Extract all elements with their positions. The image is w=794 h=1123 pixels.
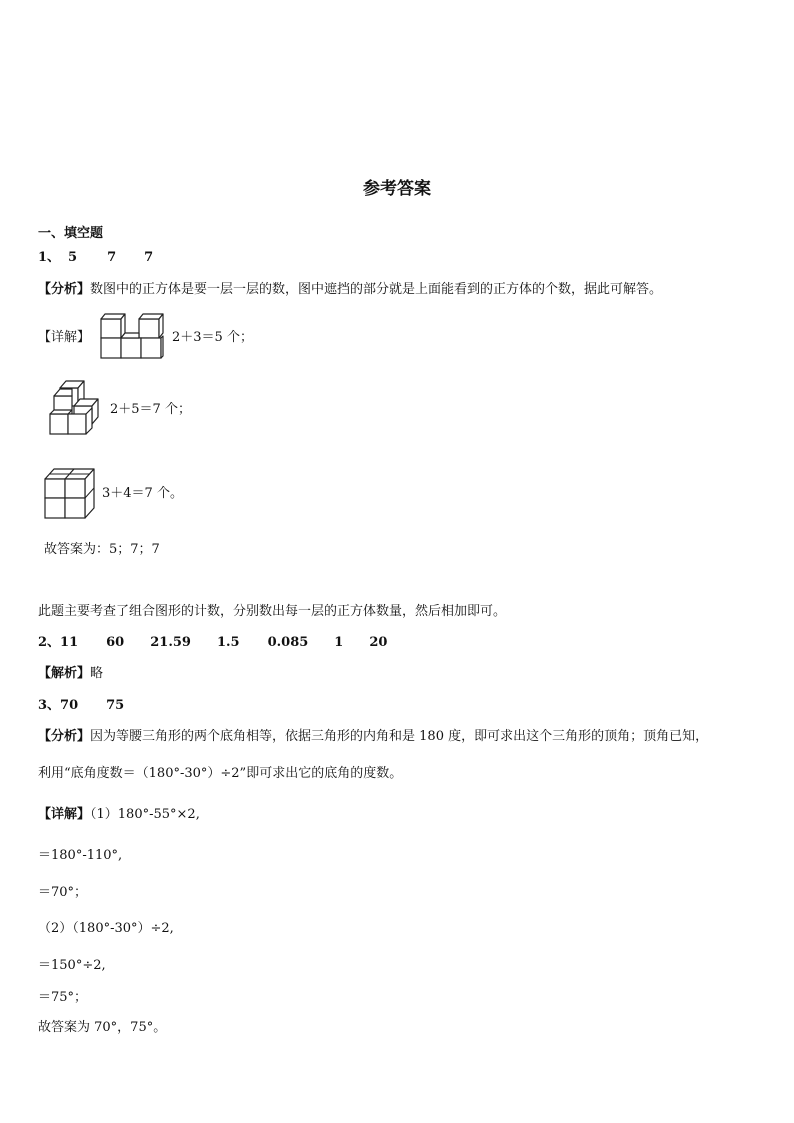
q3-answer-line xyxy=(38,698,124,714)
q1-equation-2: 2＋5＝7 个； xyxy=(110,402,191,417)
q2-answer-4: 1.5 xyxy=(216,635,240,650)
q3-answer-1: 70 xyxy=(60,698,79,713)
q3-analysis-text-1: 因为等腰三角形的两个底角相等，依据三角形的内角和是 180 度，即可求出这个三角形的顶角；顶角已知， xyxy=(90,729,709,744)
q2-answer-6: 1 xyxy=(334,635,344,650)
q1-summary: 此题主要考查了组合图形的计数，分别数出每一层的正方体数量，然后相加即可。 xyxy=(38,604,507,619)
q1-equation-1: 2＋3＝5 个； xyxy=(172,330,253,345)
q3-step-6: ＝75°； xyxy=(38,990,88,1005)
page-title: 参考答案 xyxy=(363,179,431,199)
q3-analysis-line-1 xyxy=(38,729,708,745)
q2-answer-7: 20 xyxy=(369,635,388,650)
q2-answer-2: 60 xyxy=(106,635,125,650)
q1-answer-1: 5 xyxy=(68,250,78,265)
cube-figure-2 xyxy=(46,378,106,438)
q1-number: 1、 xyxy=(38,250,61,265)
section-heading: 一、填空题 xyxy=(38,226,104,241)
q3-step-1: （1）180°-55°×2, xyxy=(90,807,200,822)
q1-analysis xyxy=(38,282,662,298)
q2-answer-1: 11 xyxy=(60,635,79,650)
q1-detail-label: 【详解】 xyxy=(38,330,91,345)
q3-step-2: ＝180°-110°, xyxy=(38,848,123,863)
q3-conclusion: 故答案为 70°，75°。 xyxy=(38,1020,167,1035)
cube-figure-3 xyxy=(42,466,98,522)
q1-conclusion: 故答案为：5；7；7 xyxy=(44,542,160,557)
q2-analysis-text: 略 xyxy=(90,666,104,681)
cube-figure-1 xyxy=(99,312,167,360)
q3-answer-2: 75 xyxy=(106,698,125,713)
q1-answer-2: 7 xyxy=(107,250,117,265)
q2-analysis xyxy=(38,666,103,682)
q1-answer-3: 7 xyxy=(144,250,154,265)
q1-analysis-label: 【分析】 xyxy=(38,282,91,297)
q2-analysis-label: 【解析】 xyxy=(38,666,91,681)
q1-equation-3: 3＋4＝7 个。 xyxy=(102,486,183,501)
q3-number: 3、 xyxy=(38,698,61,713)
q3-detail-label: 【详解】 xyxy=(38,807,91,822)
q2-answer-3: 21.59 xyxy=(150,635,191,650)
q3-detail-line xyxy=(38,807,200,823)
q3-analysis-label: 【分析】 xyxy=(38,729,91,744)
q1-analysis-text: 数图中的正方体是要一层一层的数，图中遮挡的部分就是上面能看到的正方体的个数，据此可解答。 xyxy=(90,282,663,297)
q3-step-4: （2）（180°-30°）÷2, xyxy=(38,921,174,936)
q1-answer-line xyxy=(38,250,153,266)
q3-analysis-line-2: 利用“底角度数＝（180°-30°）÷2”即可求出它的底角的度数。 xyxy=(38,766,403,781)
q2-answer-5: 0.085 xyxy=(267,635,309,650)
q2-number: 2、 xyxy=(38,635,61,650)
q3-step-3: ＝70°； xyxy=(38,885,88,900)
q2-answer-line xyxy=(38,635,387,651)
q3-step-5: ＝150°÷2, xyxy=(38,958,106,973)
